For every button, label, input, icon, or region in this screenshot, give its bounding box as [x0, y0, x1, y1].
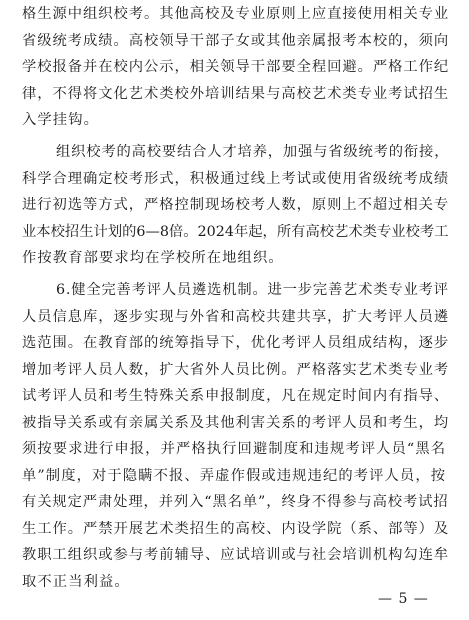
paragraph-line: 须按要求进行申报，并严格执行回避制度和违规考评人员“黑名	[22, 441, 447, 458]
paragraph-line: 选范围。在教育部的统筹指导下，优化考评人员组成结构，逐步	[22, 335, 450, 352]
paragraph-line: 学校报备并在校内公示，相关领导干部要全程回避。严格工作纪	[22, 59, 450, 76]
paragraph-line: 教职工组织或参与考前辅导、应试培训或与社会培训机构勾连牟	[22, 547, 450, 564]
paragraph-line: 律，不得将文化艺术类校外培训结果与高校艺术类专业考试招生	[22, 85, 450, 102]
paragraph-line: 入学挂钩。	[22, 112, 99, 129]
paragraph-line: 单”制度，对于隐瞒不报、弄虚作假或违规违纪的考评人员，按	[22, 467, 447, 484]
paragraph-line: 业本校招生计划的6—8倍。2024年起，所有高校艺术类专业校考工	[22, 223, 449, 240]
paragraph-line: 6.健全完善考评人员遴选机制。进一步完善艺术类专业考评	[56, 282, 449, 299]
paragraph-line: 有关规定严肃处理，并列入“黑名单”，终身不得参与高校考试招	[22, 494, 449, 511]
paragraph-line: 试考评人员和考生特殊关系申报制度，凡在规定时间内有指导、	[22, 388, 450, 405]
page-number: — 5 —	[378, 591, 429, 607]
paragraph-line: 作按教育部要求均在学校所在地组织。	[22, 250, 284, 267]
paragraph-line: 格生源中组织校考。其他高校及专业原则上应直接使用相关专业	[22, 6, 450, 22]
paragraph-line: 人员信息库，逐步实现与外省和高校共建共享，扩大考评人员遴	[22, 308, 450, 325]
paragraph-line: 增加考评人员人数，扩大省外人员比例。严格落实艺术类专业考	[22, 361, 450, 378]
paragraph-line: 取不正当利益。	[22, 574, 130, 590]
paragraph-line: 被指导关系或有亲属关系及其他利害关系的考评人员和考生，均	[22, 414, 450, 431]
paragraph-line: 省级统考成绩。高校领导干部子女或其他亲属报考本校的，须向	[22, 32, 450, 49]
paragraph-line: 组织校考的高校要结合人才培养，加强与省级统考的衔接，	[56, 144, 450, 161]
paragraph-line: 生工作。严禁开展艺术类招生的高校、内设学院（系、部等）及	[22, 520, 450, 537]
paragraph-line: 科学合理确定校考形式，积极通过线上考试或使用省级统考成绩	[22, 170, 450, 187]
paragraph-line: 进行初选等方式，严格控制现场校考人数，原则上不超过相关专	[22, 197, 450, 214]
